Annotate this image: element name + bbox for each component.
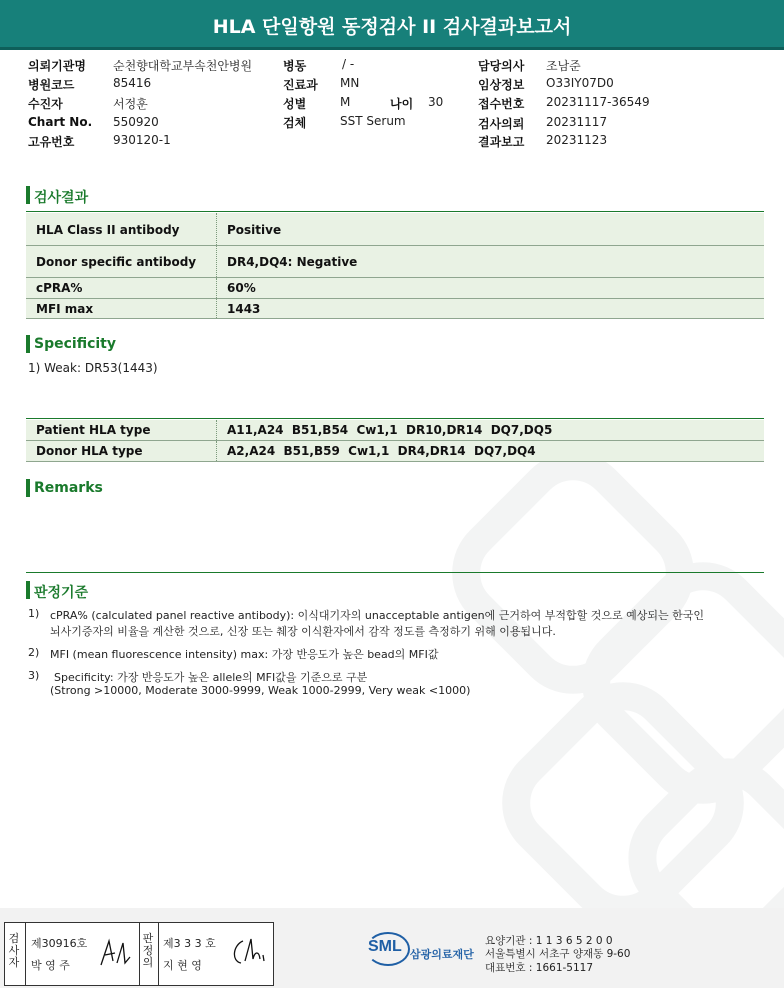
criteria-line: Specificity: 가장 반응도가 높은 allele의 MFI값을 기준으로 구분 <box>54 671 368 684</box>
column-divider <box>216 246 217 277</box>
section-title-specificity: Specificity <box>34 336 116 352</box>
info-label: 검사의뢰 <box>478 117 525 131</box>
result-value: Positive <box>227 223 282 237</box>
hla-label: Donor HLA type <box>36 444 143 458</box>
info-label: 고유번호 <box>28 135 75 149</box>
section-marker <box>26 186 30 204</box>
info-label: 수진자 <box>28 97 63 111</box>
result-label: MFI max <box>36 302 94 316</box>
examiner-role: 검 사 자 <box>8 932 20 969</box>
result-row <box>26 213 764 246</box>
criteria-line: (Strong >10000, Moderate 3000-9999, Weak 1000-2999, Very weak <1000) <box>50 684 471 697</box>
section-divider <box>26 211 764 212</box>
logo-text: SML <box>368 938 402 955</box>
result-row <box>26 278 764 299</box>
criteria-number: 3) <box>28 669 40 682</box>
criteria-line: cPRA% (calculated panel reactive antibody): 이식대기자의 unacceptable antigen에 근거하여 부적합할 것으로 예상되는 한국인 <box>50 609 704 622</box>
criteria-number: 2) <box>28 646 40 659</box>
info-value: 서정훈 <box>113 97 148 111</box>
info-label: 임상정보 <box>478 78 525 92</box>
criteria-number: 1) <box>28 607 40 620</box>
age-label: 나이 <box>390 97 414 111</box>
hla-value: A2,A24 B51,B59 Cw1,1 DR4,DR14 DQ7,DQ4 <box>227 444 536 458</box>
org-address: 서울특별시 서초구 양재동 9-60 <box>485 948 631 960</box>
examiner-license: 제30916호 <box>31 937 88 950</box>
info-value: 20231117-36549 <box>546 95 650 109</box>
column-divider <box>216 420 217 440</box>
info-value: / - <box>342 57 355 71</box>
section-title-criteria: 판정기준 <box>34 585 89 601</box>
criteria-line: MFI (mean fluorescence intensity) max: 가장 반응도가 높은 bead의 MFI값 <box>50 648 439 661</box>
section-divider <box>26 572 764 573</box>
section-marker <box>26 335 30 353</box>
info-value: 20231123 <box>546 133 608 147</box>
info-label: 진료과 <box>283 78 318 92</box>
criteria-line: 뇌사기증자의 비율을 계산한 것으로, 신장 또는 췌장 이식환자에서 감작 정도를 측정하기 위해 이용됩니다. <box>50 625 556 638</box>
column-divider <box>216 213 217 245</box>
result-row <box>26 246 764 278</box>
section-marker <box>26 479 30 497</box>
column-divider <box>216 278 217 298</box>
info-value: SST Serum <box>340 114 406 128</box>
info-value: 85416 <box>113 76 152 90</box>
info-value: 930120-1 <box>113 133 171 147</box>
hla-value: A11,A24 B51,B54 Cw1,1 DR10,DR14 DQ7,DQ5 <box>227 423 553 437</box>
report-title: HLA 단일항원 동정검사 II 검사결과보고서 <box>212 16 572 38</box>
column-divider <box>216 441 217 461</box>
info-label: Chart No. <box>28 115 93 129</box>
info-label: 병동 <box>283 59 307 73</box>
info-value: 550920 <box>113 115 159 129</box>
result-row <box>26 299 764 319</box>
column-divider <box>216 299 217 318</box>
result-value: 60% <box>227 281 256 295</box>
result-label: cPRA% <box>36 281 83 295</box>
info-value: 조남준 <box>546 59 581 73</box>
institution-code: 요양기관 : 1 1 3 6 5 2 0 0 <box>485 935 613 947</box>
info-value: 20231117 <box>546 115 608 129</box>
result-value: 1443 <box>227 302 261 316</box>
reviewer-name: 지 현 영 <box>163 959 202 972</box>
info-label: 담당의사 <box>478 59 525 73</box>
org-phone: 대표번호 : 1661-5117 <box>485 962 594 974</box>
result-label: HLA Class II antibody <box>36 223 180 237</box>
section-marker <box>26 581 30 599</box>
age-value: 30 <box>428 95 444 109</box>
section-divider <box>26 418 764 419</box>
info-label: 검체 <box>283 116 307 130</box>
info-value: MN <box>340 76 360 90</box>
info-value: 순천향대학교부속천안병원 <box>113 59 253 73</box>
examiner-signature <box>97 937 133 971</box>
info-value: M <box>340 95 351 109</box>
info-label: 성별 <box>283 97 307 111</box>
section-title-remarks: Remarks <box>34 480 103 496</box>
info-label: 의뢰기관명 <box>28 59 86 73</box>
hla-row <box>26 420 764 441</box>
hla-label: Patient HLA type <box>36 423 151 437</box>
info-label: 병원코드 <box>28 78 75 92</box>
org-name: 삼광의료재단 <box>410 948 474 961</box>
info-value: O33IY07D0 <box>546 76 614 90</box>
section-title-results: 검사결과 <box>34 190 89 206</box>
reviewer-role: 판 정 의 <box>142 932 154 969</box>
header-underline <box>0 47 784 50</box>
signature-box <box>4 922 274 986</box>
hla-row <box>26 441 764 462</box>
info-label: 결과보고 <box>478 135 525 149</box>
info-label: 접수번호 <box>478 97 525 111</box>
reviewer-signature <box>227 935 267 971</box>
reviewer-license: 제3 3 3 호 <box>163 937 216 950</box>
specificity-text: 1) Weak: DR53(1443) <box>28 361 158 375</box>
result-value: DR4,DQ4: Negative <box>227 255 358 269</box>
examiner-name: 박 영 주 <box>31 959 70 972</box>
result-label: Donor specific antibody <box>36 255 197 269</box>
